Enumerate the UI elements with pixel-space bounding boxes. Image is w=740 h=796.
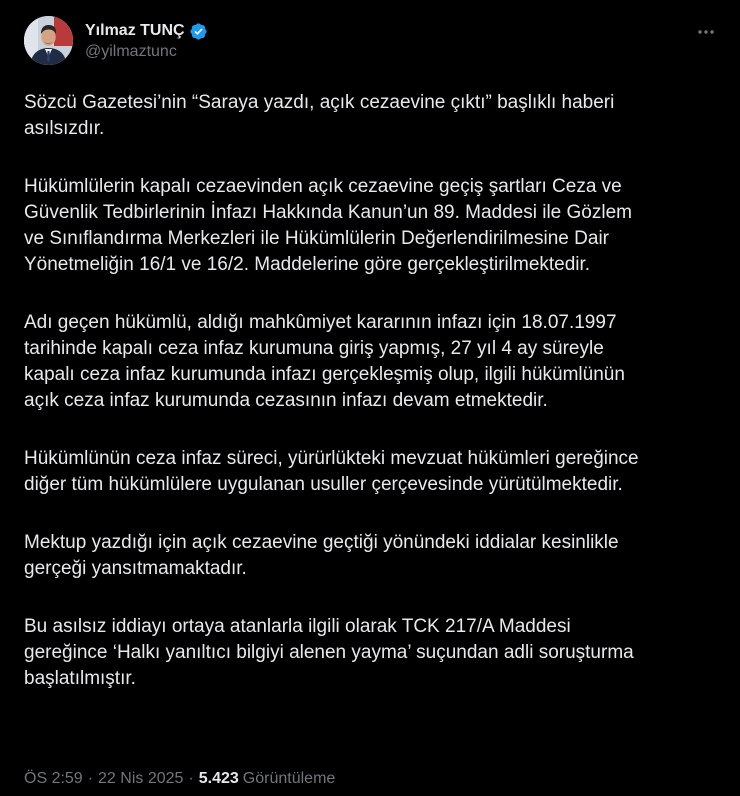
name-row	[85, 20, 692, 42]
more-options-button[interactable]	[692, 18, 720, 46]
tweet-date-link[interactable]: 22 Nis 2025	[98, 770, 184, 787]
meta-separator-2: ·	[188, 770, 194, 787]
avatar-portrait-icon	[24, 16, 73, 65]
tweet-meta	[24, 770, 335, 788]
views-count[interactable]: 5.423	[198, 770, 239, 787]
tweet-paragraph-6: Bu asılsız iddiayı ortaya atanlarla ilgili olarak TCK 217/A Maddesi gereğince ‘Halkı yanıltıcı bilgiyi alenen yayma’ suçundan adli soruşturma başlatılmıştır.	[24, 616, 634, 689]
author-display-name[interactable]: Yılmaz TUNÇ	[85, 22, 185, 39]
tweet-paragraph-2: Hükümlülerin kapalı cezaevinden açık cezaevine geçiş şartları Ceza ve Güvenlik Tedbirlerinin İnfazı Hakkında Kanun’un 89. Maddesi ile Gözlem ve Sınıflandırma Merkezleri ile Hükümlülerin Değerlendirilmesine Dair Yönetmeliğin 16/1 ve 16/2. Maddelerine göre gerçekleştirilmektedir.	[24, 176, 632, 275]
tweet-time-link[interactable]: ÖS 2:59	[24, 770, 83, 787]
more-horizontal-icon	[696, 22, 716, 42]
verified-badge-icon[interactable]	[189, 22, 208, 41]
author-names	[85, 20, 692, 61]
meta-separator: ·	[87, 770, 94, 787]
tweet-paragraph-3: Adı geçen hükümlü, aldığı mahkûmiyet kararının infazı için 18.07.1997 tarihinde kapalı ceza infaz kurumuna giriş yapmış, 27 yıl 4 ay süreyle kapalı ceza infaz kurumunda infazı gerçekleşmiş olup, ilgili hükümlünün açık ceza infaz kurumunda cezasının infazı devam etmektedir.	[24, 312, 625, 411]
tweet-paragraph-4: Hükümlünün ceza infaz süreci, yürürlükteki mevzuat hükümleri gereğince diğer tüm hükümlülere uygulanan usuller çerçevesinde yürütülmektedir.	[24, 448, 639, 495]
author-handle[interactable]: @yilmaztunc	[85, 43, 177, 60]
avatar[interactable]	[24, 16, 73, 65]
tweet-header	[24, 16, 720, 72]
tweet-paragraph-1: Sözcü Gazetesi’nin “Saraya yazdı, açık cezaevine çıktı” başlıklı haberi asılsızdır.	[24, 92, 615, 139]
tweet-text	[24, 90, 714, 692]
tweet-paragraph-5: Mektup yazdığı için açık cezaevine geçtiği yönündeki iddialar kesinlikle gerçeği yansıtmamaktadır.	[24, 532, 619, 579]
views-label: Görüntüleme	[242, 770, 336, 787]
